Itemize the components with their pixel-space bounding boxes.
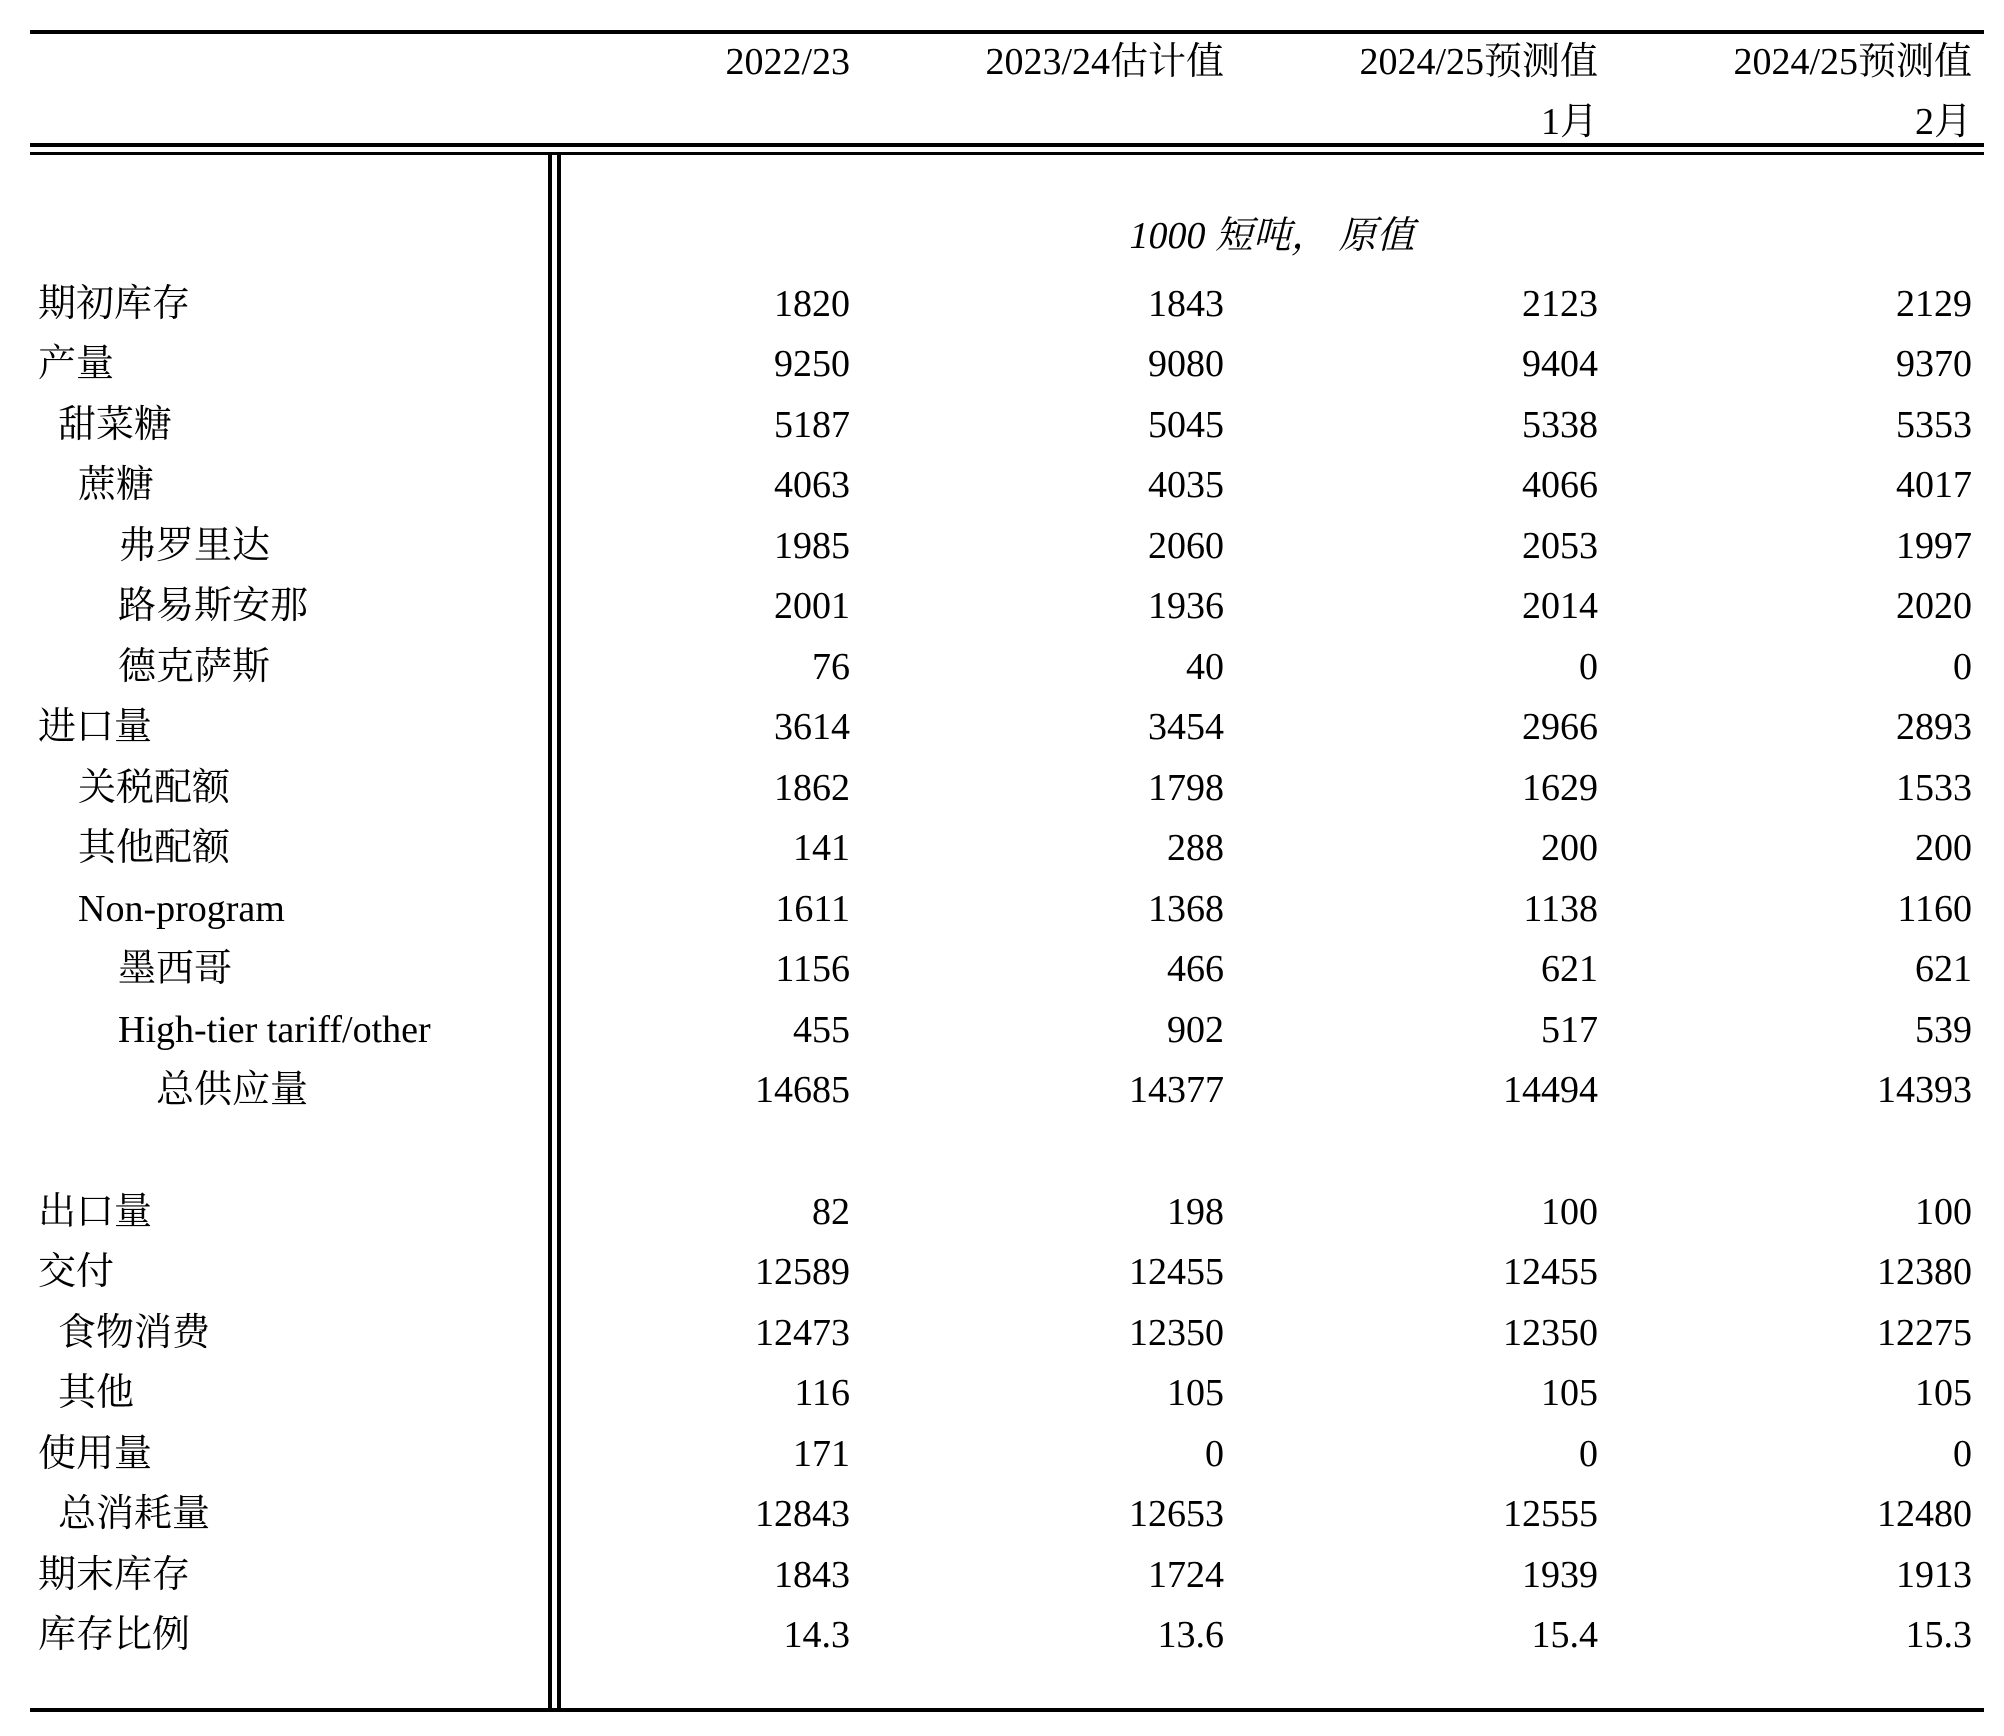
cell-2024-25-feb: 0 [1953, 1433, 1972, 1475]
table-row [0, 1484, 2004, 1544]
table-row [0, 576, 2004, 636]
row-label: 库存比例 [38, 1614, 191, 1656]
column-header-line1: 2024/25预测值 [1359, 41, 1598, 83]
cell-2024-25-jan: 15.4 [1531, 1614, 1598, 1656]
cell-2024-25-feb: 15.3 [1905, 1614, 1972, 1656]
row-label: 蔗糖 [78, 464, 155, 506]
cell-2024-25-jan: 12350 [1503, 1312, 1598, 1354]
row-label: 墨西哥 [118, 948, 233, 990]
cell-2024-25-feb: 105 [1915, 1372, 1972, 1414]
table-row [0, 274, 2004, 334]
table-row [0, 1182, 2004, 1242]
cell-2024-25-feb: 100 [1915, 1191, 1972, 1233]
cell-2024-25-feb: 12380 [1877, 1251, 1972, 1293]
cell-2024-25-feb: 1997 [1896, 525, 1972, 567]
table-row [0, 1000, 2004, 1060]
top-rule [30, 30, 1984, 34]
row-label: 甜菜糖 [58, 404, 173, 446]
cell-2024-25-jan: 200 [1541, 827, 1598, 869]
cell-2024-25-jan: 2966 [1522, 706, 1598, 748]
cell-2023-24: 2060 [1148, 525, 1224, 567]
cell-2024-25-feb: 12275 [1877, 1312, 1972, 1354]
cell-2022-23: 5187 [774, 404, 850, 446]
row-label: 关税配额 [78, 767, 231, 809]
cell-2024-25-jan: 517 [1541, 1009, 1598, 1051]
table-row [0, 1303, 2004, 1363]
cell-2024-25-feb: 621 [1915, 948, 1972, 990]
table-row [0, 939, 2004, 999]
cell-2023-24: 1368 [1148, 888, 1224, 930]
cell-2023-24: 13.6 [1157, 1614, 1224, 1656]
cell-2023-24: 1798 [1148, 767, 1224, 809]
cell-2023-24: 9080 [1148, 343, 1224, 385]
table-row [0, 818, 2004, 878]
cell-2024-25-jan: 1939 [1522, 1554, 1598, 1596]
cell-2023-24: 466 [1167, 948, 1224, 990]
cell-2023-24: 12653 [1129, 1493, 1224, 1535]
cell-2024-25-jan: 105 [1541, 1372, 1598, 1414]
cell-2024-25-feb: 4017 [1896, 464, 1972, 506]
cell-2024-25-feb: 0 [1953, 646, 1972, 688]
cell-2024-25-feb: 2893 [1896, 706, 1972, 748]
table-row [0, 1060, 2004, 1120]
cell-2024-25-jan: 621 [1541, 948, 1598, 990]
header-rule-lower [30, 152, 1984, 155]
cell-2023-24: 1936 [1148, 585, 1224, 627]
bottom-rule [30, 1708, 1984, 1712]
cell-2024-25-jan: 1629 [1522, 767, 1598, 809]
row-label: 产量 [38, 343, 115, 385]
cell-2023-24: 1843 [1148, 283, 1224, 325]
table-row [0, 879, 2004, 939]
table-row [0, 758, 2004, 818]
column-header-line1: 2022/23 [725, 41, 850, 83]
table-row [0, 637, 2004, 697]
row-label: 德克萨斯 [118, 646, 271, 688]
cell-2022-23: 14685 [755, 1069, 850, 1111]
cell-2024-25-feb: 12480 [1877, 1493, 1972, 1535]
cell-2023-24: 3454 [1148, 706, 1224, 748]
cell-2023-24: 198 [1167, 1191, 1224, 1233]
cell-2024-25-feb: 14393 [1877, 1069, 1972, 1111]
cell-2024-25-jan: 9404 [1522, 343, 1598, 385]
cell-2022-23: 12843 [755, 1493, 850, 1535]
row-label: 路易斯安那 [118, 585, 309, 627]
cell-2024-25-feb: 539 [1915, 1009, 1972, 1051]
cell-2022-23: 1985 [774, 525, 850, 567]
cell-2022-23: 1611 [775, 888, 850, 930]
table-row [0, 1424, 2004, 1484]
cell-2022-23: 1862 [774, 767, 850, 809]
table-row [0, 1545, 2004, 1605]
row-label: 交付 [38, 1251, 115, 1293]
cell-2024-25-jan: 0 [1579, 1433, 1598, 1475]
cell-2022-23: 82 [812, 1191, 850, 1233]
table-row [0, 395, 2004, 455]
cell-2023-24: 12455 [1129, 1251, 1224, 1293]
cell-2022-23: 141 [793, 827, 850, 869]
cell-2024-25-jan: 14494 [1503, 1069, 1598, 1111]
cell-2022-23: 3614 [774, 706, 850, 748]
cell-2022-23: 1156 [775, 948, 850, 990]
cell-2024-25-jan: 12455 [1503, 1251, 1598, 1293]
cell-2022-23: 14.3 [783, 1614, 850, 1656]
cell-2024-25-feb: 200 [1915, 827, 1972, 869]
cell-2022-23: 455 [793, 1009, 850, 1051]
cell-2024-25-jan: 12555 [1503, 1493, 1598, 1535]
cell-2024-25-feb: 5353 [1896, 404, 1972, 446]
cell-2024-25-feb: 1533 [1896, 767, 1972, 809]
table-row [0, 334, 2004, 394]
cell-2022-23: 9250 [774, 343, 850, 385]
row-label: 期初库存 [38, 283, 191, 325]
row-label: 出口量 [38, 1191, 153, 1233]
cell-2022-23: 4063 [774, 464, 850, 506]
row-label: 食物消费 [58, 1312, 211, 1354]
row-label: 总消耗量 [58, 1493, 211, 1535]
cell-2022-23: 1843 [774, 1554, 850, 1596]
cell-2024-25-jan: 1138 [1523, 888, 1598, 930]
cell-2022-23: 12589 [755, 1251, 850, 1293]
table-row [0, 516, 2004, 576]
cell-2024-25-jan: 100 [1541, 1191, 1598, 1233]
row-label: 其他 [58, 1372, 135, 1414]
cell-2023-24: 1724 [1148, 1554, 1224, 1596]
cell-2024-25-feb: 2129 [1896, 283, 1972, 325]
cell-2024-25-jan: 0 [1579, 646, 1598, 688]
cell-2023-24: 0 [1205, 1433, 1224, 1475]
cell-2023-24: 5045 [1148, 404, 1224, 446]
cell-2022-23: 76 [812, 646, 850, 688]
cell-2024-25-jan: 4066 [1522, 464, 1598, 506]
table-row [0, 1605, 2004, 1665]
cell-2024-25-jan: 5338 [1522, 404, 1598, 446]
cell-2022-23: 2001 [774, 585, 850, 627]
row-label: 进口量 [38, 706, 153, 748]
table-row [0, 1242, 2004, 1302]
column-header-line1: 2023/24估计值 [985, 41, 1224, 83]
row-label: Non-program [78, 888, 285, 930]
cell-2024-25-jan: 2053 [1522, 525, 1598, 567]
cell-2023-24: 288 [1167, 827, 1224, 869]
row-label: High-tier tariff/other [118, 1009, 431, 1051]
table-row [0, 1363, 2004, 1423]
cell-2023-24: 12350 [1129, 1312, 1224, 1354]
units-caption: 1000 短吨， 原值 [1129, 215, 1415, 257]
cell-2023-24: 105 [1167, 1372, 1224, 1414]
cell-2024-25-feb: 1913 [1896, 1554, 1972, 1596]
column-header-line1: 2024/25预测值 [1733, 41, 1972, 83]
cell-2024-25-feb: 9370 [1896, 343, 1972, 385]
cell-2023-24: 902 [1167, 1009, 1224, 1051]
row-label: 期末库存 [38, 1554, 191, 1596]
column-header-line2: 2月 [1914, 101, 1972, 143]
table-row [0, 455, 2004, 515]
cell-2024-25-feb: 1160 [1897, 888, 1972, 930]
row-label: 使用量 [38, 1433, 153, 1475]
cell-2024-25-jan: 2014 [1522, 585, 1598, 627]
cell-2022-23: 1820 [774, 283, 850, 325]
cell-2022-23: 12473 [755, 1312, 850, 1354]
table-row [0, 697, 2004, 757]
cell-2022-23: 116 [794, 1372, 850, 1414]
column-header-line2: 1月 [1540, 101, 1598, 143]
row-label: 总供应量 [156, 1069, 309, 1111]
row-label: 其他配额 [78, 827, 231, 869]
cell-2023-24: 14377 [1129, 1069, 1224, 1111]
cell-2024-25-feb: 2020 [1896, 585, 1972, 627]
cell-2023-24: 4035 [1148, 464, 1224, 506]
cell-2022-23: 171 [793, 1433, 850, 1475]
row-label: 弗罗里达 [118, 525, 271, 567]
cell-2024-25-jan: 2123 [1522, 283, 1598, 325]
cell-2023-24: 40 [1186, 646, 1224, 688]
